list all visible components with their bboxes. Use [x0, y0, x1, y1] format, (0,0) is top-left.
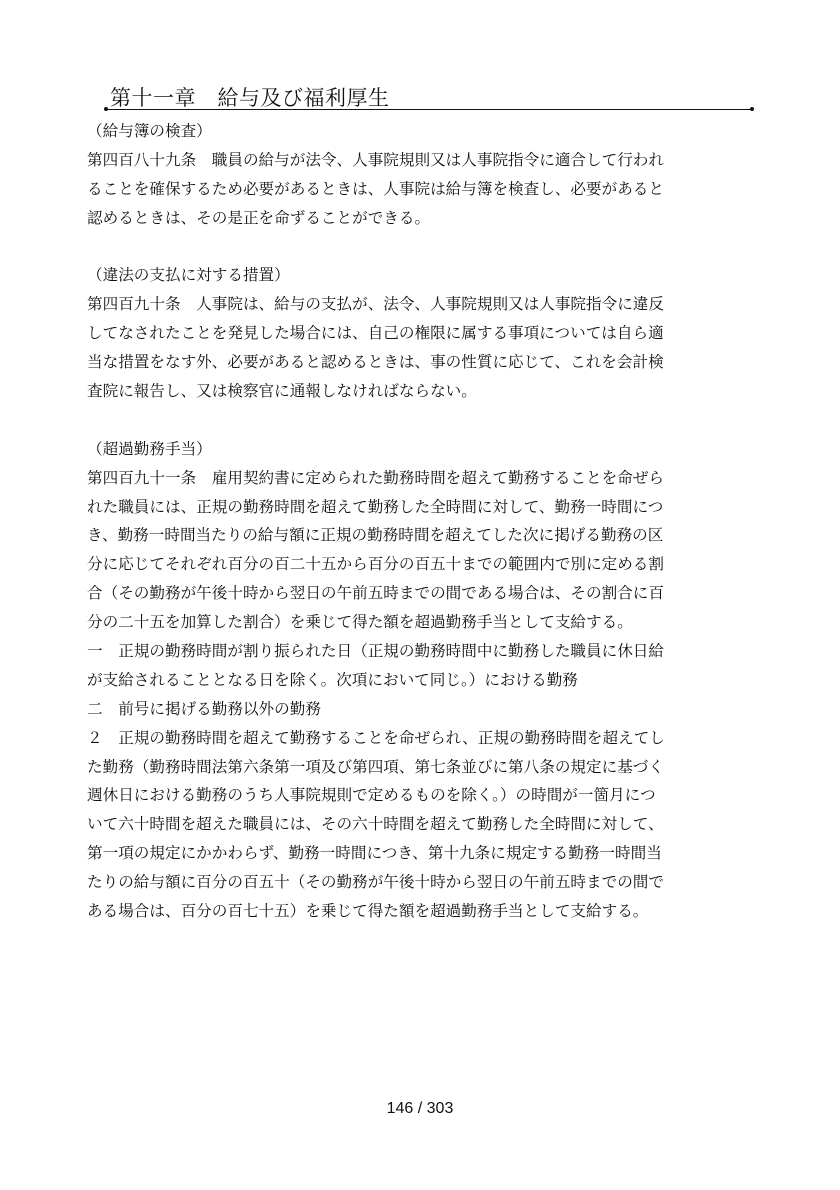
body-line: 第一項の規定にかかわらず、勤務一時間につき、第十九条に規定する勤務一時間当: [87, 844, 662, 863]
body-line: たりの給与額に百分の百五十（その勤務が午後十時から翌日の午前五時までの間で: [87, 873, 664, 892]
body-line: が支給されることとなる日を除く。次項において同じ。）における勤務: [87, 670, 578, 689]
body-line: 合（その勤務が午後十時から翌日の午前五時までの間である場合は、その割合に百: [87, 584, 664, 603]
body-line: 第四百九十条 人事院は、給与の支払が、法令、人事院規則又は人事院指令に違反: [87, 295, 664, 314]
body-line: いて六十時間を超えた職員には、その六十時間を超えて勤務した全時間に対して、: [87, 815, 664, 834]
paragraph-gap: [87, 233, 753, 262]
body-line: た勤務（勤務時間法第六条第一項及び第四項、第七条並びに第八条の規定に基づく: [87, 757, 664, 776]
body-line: 週休日における勤務のうち人事院規則で定めるものを除く。）の時間が一箇月につ: [87, 786, 656, 805]
section-caption: （超過勤務手当）: [87, 439, 212, 458]
document-body: [87, 117, 753, 926]
body-line: 認めるときは、その是正を命ずることができる。: [87, 208, 431, 227]
body-line: 第四百八十九条 職員の給与が法令、人事院規則又は人事院指令に適合して行われ: [87, 150, 664, 169]
body-line: 分の二十五を加算した割合）を乗じて得た額を超過勤務手当として支給する。: [87, 613, 633, 632]
chapter-heading: 第十一章 給与及び福利厚生: [110, 86, 390, 110]
body-line: ある場合は、百分の百七十五）を乗じて得た額を超過勤務手当として支給する。: [87, 902, 649, 921]
body-line: 査院に報告し、又は検察官に通報しなければならない。: [87, 382, 477, 401]
body-line: き、勤務一時間当たりの給与額に正規の勤務時間を超えてした次に掲げる勤務の区: [87, 526, 664, 545]
body-line: 二 前号に掲げる勤務以外の勤務: [87, 699, 321, 718]
body-line: ２ 正規の勤務時間を超えて勤務することを命ぜられ、正規の勤務時間を超えてし: [87, 728, 665, 747]
body-line: 分に応じてそれぞれ百分の百二十五から百分の百五十までの範囲内で別に定める割: [87, 555, 664, 574]
section-caption: （違法の支払に対する措置）: [87, 266, 290, 285]
paragraph-gap: [87, 406, 753, 435]
page-number: 146 / 303: [386, 1100, 454, 1117]
body-line: ることを確保するため必要があるときは、人事院は給与簿を検査し、必要があると: [87, 179, 664, 198]
body-line: 当な措置をなす外、必要があると認めるときは、事の性質に応じて、これを会計検: [87, 353, 664, 372]
heading-underline: [106, 109, 752, 110]
body-line: れた職員には、正規の勤務時間を超えて勤務した全時間に対して、勤務一時間につ: [87, 497, 664, 516]
body-line: 第四百九十一条 雇用契約書に定められた勤務時間を超えて勤務することを命ぜら: [87, 468, 664, 487]
body-line: してなされたことを発見した場合には、自己の権限に属する事項については自ら適: [87, 324, 664, 343]
underline-right-dot: [750, 107, 754, 111]
underline-left-dot: [104, 107, 108, 111]
body-line: 一 正規の勤務時間が割り振られた日（正規の勤務時間中に勤務した職員に休日給: [87, 642, 664, 661]
section-caption: （給与簿の検査）: [87, 122, 212, 140]
